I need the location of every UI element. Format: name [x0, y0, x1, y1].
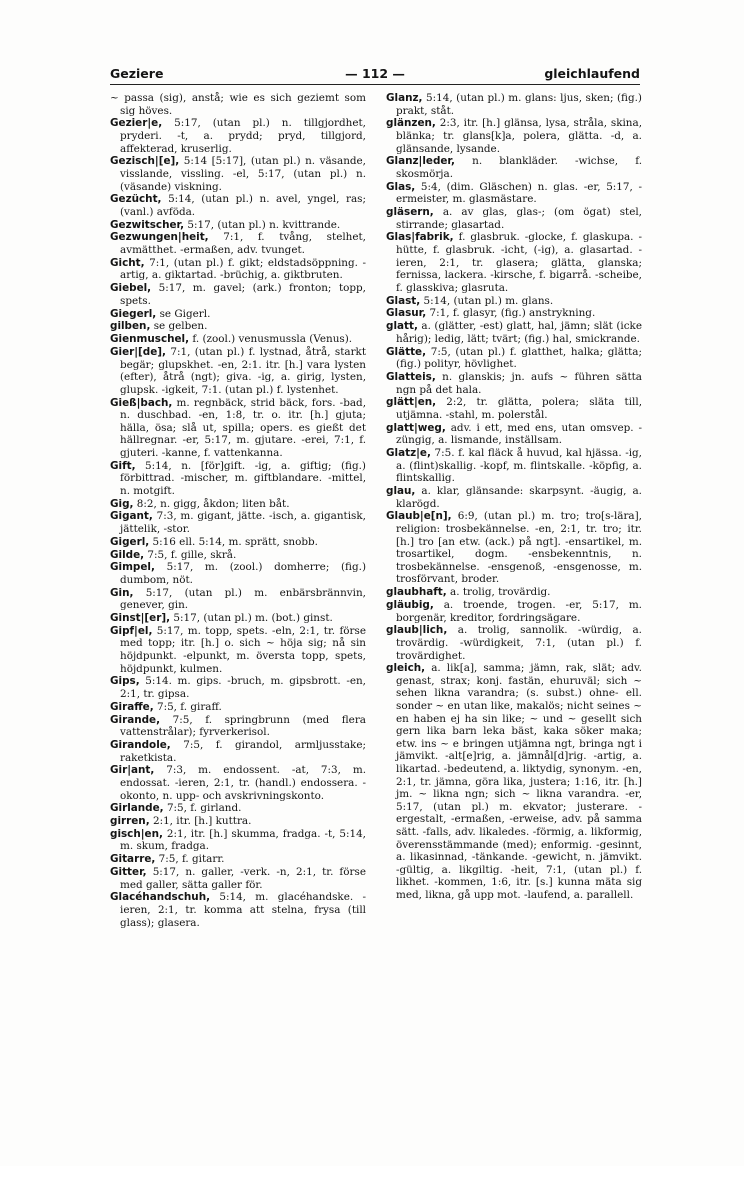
entry-definition: 5:17, m. topp, spets. -eln, 2:1, tr. förse med topp; itr. [h.] o. sich ~ höja sig; nå sin höjdpunkt. -elpunkt, m. översta topp, spets, höjdpunkt, kulmen.	[120, 624, 366, 675]
dictionary-entry	[110, 510, 366, 535]
headword: Glast,	[386, 294, 421, 307]
entry-definition: 5:17, n. galler, -verk. -n, 2:1, tr. förse med galler, sätta galler för.	[120, 866, 366, 891]
dictionary-entry	[386, 662, 642, 901]
headword: glatt|weg,	[386, 421, 446, 434]
headword: Gezwungen|heit,	[110, 231, 209, 244]
headword: Glas,	[386, 180, 416, 193]
entry-definition: f. glasbruk. -glocke, f. glaskupa. -hütte, f. glasbruk. -icht, (-ig), a. glasartad. -ieren, 2:1, tr. glasera; glätta, glanska; fernissa, lackera. -kirsche, f. bigarrå. -scheibe, f. glasskiva; glasruta.	[396, 231, 642, 294]
headword: gilben,	[110, 320, 151, 333]
right-guide-word: gleichlaufend	[544, 66, 640, 81]
entry-definition: 7:5, f. gitarr.	[158, 853, 225, 866]
entry-definition: a. av glas, glas-; (om ögat) stel, stirrande; glasartad.	[396, 206, 642, 231]
dictionary-entry	[110, 866, 366, 891]
headword: Gigant,	[110, 510, 153, 523]
headword: glau,	[386, 485, 416, 498]
page-header	[110, 66, 640, 84]
headword: Ginst|[er],	[110, 612, 171, 625]
headword: Gienmuschel,	[110, 333, 190, 346]
headword: Glaub|e[n],	[386, 510, 452, 523]
entry-definition: 6:9, (utan pl.) m. tro; tro[s-lära], religion: trosbekännelse. -en, 2:1, tr. tro; itr. [h.] tro [an etw. (ack.) på ngt]. -ensartikel, m. trosartikel, dogm. -ensbekenntnis, n. trosbekännelse. -ensgenoß, -ensgenosse, m. trosförvant, broder.	[396, 510, 642, 586]
entry-definition: 7:1, (utan pl.) f. lystnad, åtrå, starkt begär; glupskhet. -en, 2:1. itr. [h.] vara lysten (efter), åtrå (ngt); giva. -ig, a. girig, lysten, glupsk. -igkeit, 7:1. (utan pl.) f. lystenhet.	[120, 345, 366, 396]
dictionary-entry	[110, 561, 366, 586]
entry-definition: 5:17, (utan pl.) n. tillgjordhet, pryderi. -t, a. prydd; pryd, tillgjord, affekterad, kruserlig.	[120, 117, 366, 155]
entry-definition: 5:14, n. [för]gift. -ig, a. giftig; (fig.) förbittrad. -mischer, m. giftblandare. -mittel, n. motgift.	[120, 459, 366, 497]
headword: gisch|en,	[110, 827, 163, 840]
headword: gläsern,	[386, 206, 434, 219]
dictionary-entry	[386, 422, 642, 447]
headword: Gimpel,	[110, 561, 155, 574]
entry-definition: 5:14, (utan pl.) m. glans.	[423, 294, 554, 307]
dictionary-entry	[110, 92, 366, 117]
entry-definition: 5:17, m. (zool.) domherre; (fig.) dumbom, nöt.	[120, 561, 366, 586]
headword: Gilde,	[110, 548, 145, 561]
headword: Glatz|e,	[386, 447, 431, 460]
headword: Gieß|bach,	[110, 396, 173, 409]
dictionary-entry	[110, 549, 366, 562]
headword: Gezwitscher,	[110, 218, 185, 231]
dictionary-entry	[110, 701, 366, 714]
entry-definition: 7:3, m. endossent. -at, 7:3, m. endossat. -ieren, 2:1, tr. (handl.) endossera. -okonto, n. upp- och avskrivningskonto.	[120, 764, 366, 802]
headword: Gier|[de],	[110, 345, 166, 358]
entry-definition: a. (glätter, -est) glatt, hal, jämn; slät (icke hårig); ledig, lätt; tvärt; (fig.) hal, smickrande.	[396, 320, 642, 345]
dictionary-entry	[110, 308, 366, 321]
left-column	[110, 92, 366, 1164]
dictionary-entry	[110, 282, 366, 307]
headword: Girandole,	[110, 738, 171, 751]
dictionary-entry	[386, 92, 642, 117]
entry-definition: f. (zool.) venusmussla (Venus).	[192, 333, 353, 346]
entry-definition: ~ passa (sig), anstå; wie es sich geziemt som sig höves.	[110, 92, 366, 117]
entry-definition: a. trolig, sannolik. -würdig, a. trovärdig. -würdigkeit, 7:1, (utan pl.) f. trovärdighet.	[396, 624, 642, 662]
dictionary-entry	[110, 460, 366, 498]
entry-definition: 5:16 ell. 5:14, m. sprätt, snobb.	[152, 535, 318, 548]
page-number: — 112 —	[345, 66, 405, 81]
dictionary-entry	[110, 625, 366, 675]
headword: glaubhaft,	[386, 586, 447, 599]
dictionary-entry	[386, 181, 642, 206]
dictionary-entry	[110, 257, 366, 282]
dictionary-entry	[110, 397, 366, 460]
dictionary-entry	[386, 231, 642, 294]
dictionary-entry	[110, 231, 366, 256]
entry-definition: 2:2, tr. glätta, polera; släta till, utjämna. -stahl, m. polerstål.	[396, 396, 642, 421]
dictionary-entry	[110, 815, 366, 828]
dictionary-entry	[386, 155, 642, 180]
dictionary-entry	[386, 371, 642, 396]
headword: Gipf|el,	[110, 624, 153, 637]
headword: glänzen,	[386, 117, 436, 130]
dictionary-entry	[110, 219, 366, 232]
headword: Glasur,	[386, 307, 427, 320]
entry-definition: n. blankläder. -wichse, f. skosmörja.	[396, 155, 642, 180]
entry-definition: 5:14, (utan pl.) m. glans: ljus, sken; (fig.) prakt, ståt.	[396, 92, 642, 117]
entry-definition: 5:4, (dim. Gläschen) n. glas. -er, 5:17, -ermeister, m. glasmästare.	[396, 180, 642, 206]
entry-definition: 7:3, m. gigant, jätte. -isch, a. gigantisk, jättelik, -stor.	[120, 510, 366, 535]
dictionary-entry	[110, 764, 366, 802]
dictionary-entry	[386, 320, 642, 345]
headword: Gitter,	[110, 866, 147, 879]
headword: Gir|ant,	[110, 764, 155, 777]
dictionary-entry	[110, 828, 366, 853]
headword: gleich,	[386, 662, 426, 675]
dictionary-entry	[110, 739, 366, 764]
entry-definition: se gelben.	[153, 320, 208, 333]
entry-definition: 7:5. f. kal fläck å huvud, kal hjässa. -ig, a. (flint)skallig. -kopf, m. flintskalle. -köpfig, a. flintskallig.	[396, 447, 642, 485]
headword: Gin,	[110, 586, 134, 599]
entry-definition: 2:3, itr. [h.] glänsa, lysa, stråla, skina, blänka; tr. glans[k]a, polera, glätta. -d, a. glänsande, lysande.	[396, 117, 642, 155]
dictionary-entry	[386, 624, 642, 662]
headword: Glanz|leder,	[386, 155, 455, 168]
headword: Giraffe,	[110, 700, 154, 713]
headword: Giebel,	[110, 282, 152, 295]
entry-definition: 5:14, (utan pl.) n. avel, yngel, ras; (vanl.) avföda.	[120, 193, 366, 218]
dictionary-entry	[110, 320, 366, 333]
dictionary-entry	[110, 802, 366, 815]
header-rule	[110, 84, 640, 85]
entry-definition: 5:17, (utan pl.) m. (bot.) ginst.	[173, 612, 333, 625]
entry-definition: 2:1, itr. [h.] kuttra.	[152, 815, 252, 828]
dictionary-entry	[110, 612, 366, 625]
entry-definition: 7:1, (utan pl.) f. gikt; eldstadsöppning. -artig, a. giktartad. -brüchig, a. giktbruten.	[120, 256, 366, 282]
entry-definition: 5:17, (utan pl.) n. kvittrande.	[187, 218, 341, 231]
headword: Gift,	[110, 459, 136, 472]
headword: Girlande,	[110, 802, 164, 815]
headword: glatt,	[386, 320, 418, 333]
entry-definition: 5:17, (utan pl.) m. enbärsbrännvin, genever, gin.	[120, 586, 366, 612]
dictionary-entry	[110, 346, 366, 396]
dictionary-entry	[386, 510, 642, 586]
dictionary-entry	[386, 599, 642, 624]
headword: Gezisch|[e],	[110, 155, 180, 168]
dictionary-entry	[110, 498, 366, 511]
headword: Gig,	[110, 497, 134, 510]
entry-definition: 5:14, m. glacéhandske. -ieren, 2:1, tr. komma att stelna, frysa (till glass); glasera.	[120, 891, 366, 929]
entry-definition: adv. i ett, med ens, utan omsvep. -züngig, a. lismande, inställsam.	[396, 421, 642, 447]
dictionary-entry	[386, 346, 642, 371]
entry-definition: a. lik[a], samma; jämn, rak, slät; adv. genast, strax; konj. fastän, ehuruväl; sich ~ sehen likna varandra; (s. subst.) ohne- ell. sonder ~ en utan like, makalös; nicht seines ~ en haben ej ha sin like; ~ und ~ gesellt sich gern lika barn leka bäst, kaka söker maka; etw. ins ~ e bringen utjämna ngt, bringa ngt i jämvikt. -alt[e]rig, a. jämnål[d]rig. -artig, a. likartad. -bedeutend, a. liktydig, synonym. -en, 2:1, tr. jämna, göra lika, justera; 1:16, itr. [h.] jm. ~ likna ngn; sich ~ likna varandra. -er, 5:17, (utan pl.) m. ekvator; justerare. -ergestalt, -ermaßen, -erweise, adv. på samma sätt. -falls, adv. likaledes. -förmig, a. likformig, överensstämmande (med); enformig. -gesinnt, a. likasinnad, -tänkande. -gewicht, n. jämvikt. -gültig, a. likgiltig. -heit, 7:1, (utan pl.) f. likhet. -kommen, 1:6, itr. [s.] kunna mäta sig med, likna, gå upp mot. -laufend, a. parallell.	[396, 662, 642, 901]
entry-definition: 7:5, f. giraff.	[156, 700, 222, 713]
headword: Girande,	[110, 713, 161, 726]
headword: Glätte,	[386, 345, 427, 358]
entry-definition: 7:5, f. girland.	[166, 802, 242, 815]
headword: Glanz,	[386, 92, 423, 104]
dictionary-entry	[110, 536, 366, 549]
entry-definition: a. trolig, trovärdig.	[450, 586, 551, 599]
entry-definition: m. regnbäck, strid bäck, fors. -bad, n. duschbad. -en, 1:8, tr. o. itr. [h.] gjuta; hälla, ösa; slå ut, spilla; opers. es gießt det hällregnar. -er, 5:17, m. gjutare. -erei, 7:1, f. gjuteri. -kanne, f. vattenkanna.	[120, 396, 366, 459]
entry-definition: se Gigerl.	[159, 307, 211, 320]
entry-definition: 7:1, f. glasyr, (fig.) anstrykning.	[429, 307, 596, 320]
entry-definition: a. klar, glänsande: skarpsynt. -äugig, a. klarögd.	[396, 485, 642, 510]
dictionary-entry	[386, 586, 642, 599]
entry-definition: a. troende, trogen. -er, 5:17, m. borgenär, kreditor, fordringsägare.	[396, 598, 642, 624]
dictionary-entry	[110, 193, 366, 218]
dictionary-entry	[110, 714, 366, 739]
entry-definition: 7:5, f. girandol, armljusstake; raketkista.	[120, 738, 366, 764]
dictionary-entry	[386, 447, 642, 485]
headword: Giegerl,	[110, 307, 157, 320]
headword: Gitarre,	[110, 853, 156, 866]
dictionary-entry	[386, 117, 642, 155]
entry-definition: 7:5, f. gille, skrå.	[147, 548, 237, 561]
dictionary-entry	[386, 206, 642, 231]
dictionary-entry	[110, 333, 366, 346]
entry-definition: 7:5, (utan pl.) f. glatthet, halka; glätta; (fig.) polityr, hövlighet.	[396, 345, 642, 371]
dictionary-entry	[110, 155, 366, 193]
dictionary-entry	[386, 307, 642, 320]
headword: girren,	[110, 815, 150, 828]
entry-definition: 7:5, f. springbrunn (med flera vattenstrålar); fyrverkerisol.	[120, 713, 366, 739]
dictionary-entry	[110, 853, 366, 866]
page-bottom	[0, 1166, 744, 1185]
entry-definition: n. glanskis; jn. aufs ~ führen sätta ngn på det hala.	[396, 370, 642, 396]
headword: glaub|lich,	[386, 624, 448, 637]
entry-definition: 8:2, n. gigg, åkdon; liten båt.	[136, 497, 290, 510]
dictionary-entry	[386, 485, 642, 510]
headword: Glacéhandschuh,	[110, 891, 211, 904]
dictionary-entry	[110, 587, 366, 612]
headword: Glas|fabrik,	[386, 231, 454, 244]
headword: Gicht,	[110, 256, 145, 269]
headword: Gigerl,	[110, 535, 150, 548]
headword: Gezücht,	[110, 193, 162, 206]
headword: Gezier|e,	[110, 117, 163, 130]
entry-definition: 2:1, itr. [h.] skumma, fradga. -t, 5:14, m. skum, fradga.	[120, 827, 366, 853]
entry-definition: 5:14 [5:17], (utan pl.) n. väsande, visslande, vissling. -el, 5:17, (utan pl.) n. (väsande) viskning.	[120, 155, 366, 193]
headword: gläubig,	[386, 598, 434, 611]
headword: glätt|en,	[386, 396, 437, 409]
headword: Glatteis,	[386, 370, 436, 383]
right-column	[386, 92, 642, 1164]
dictionary-entry	[386, 295, 642, 308]
dictionary-entry	[110, 117, 366, 155]
dictionary-entry	[110, 675, 366, 700]
headword: Gips,	[110, 675, 140, 688]
entry-definition: 5:17, m. gavel; (ark.) fronton; topp, spets.	[120, 282, 366, 307]
dictionary-entry	[110, 891, 366, 929]
entry-definition: 7:1, f. tvång, stelhet, avmätthet. -ermaßen, adv. tvunget.	[120, 231, 366, 257]
left-guide-word: Geziere	[110, 66, 164, 81]
entry-definition: 5:14. m. gips. -bruch, m. gipsbrott. -en, 2:1, tr. gipsa.	[120, 675, 366, 701]
dictionary-entry	[386, 396, 642, 421]
